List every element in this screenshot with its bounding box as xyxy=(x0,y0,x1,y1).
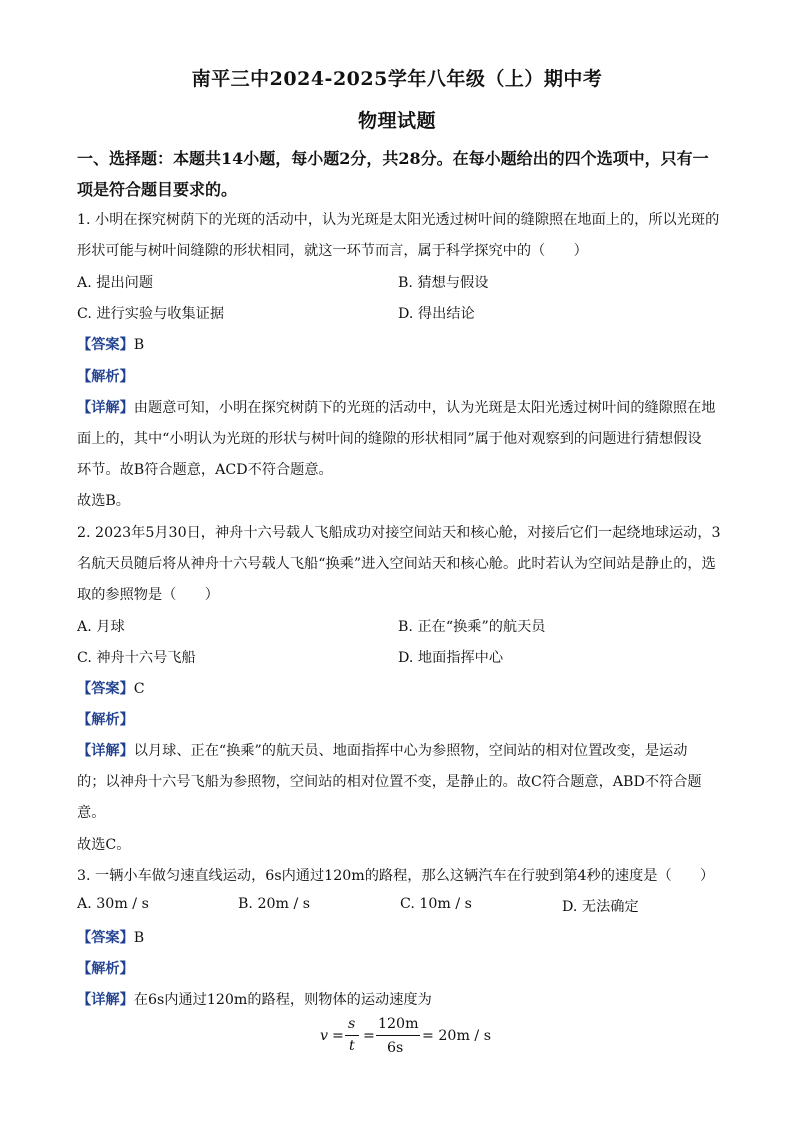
option-c: C. 10m / s xyxy=(400,896,472,912)
section-heading-line1: 一、选择题：本题共14小题，每小题2分，共28分。在每小题给出的四个选项中，只有一 xyxy=(77,149,709,168)
answer-tag: 【答案】 xyxy=(77,337,134,353)
formula-v: v xyxy=(320,1028,329,1044)
answer-tag: 【答案】 xyxy=(77,930,134,946)
detail-line: 【详解】以月球、正在“换乘”的航天员、地面指挥中心为参照物，空间站的相对位置改变，是运动 xyxy=(77,743,688,759)
formula-numerator-value: 120m xyxy=(378,1016,419,1032)
answer-value: B xyxy=(133,337,145,353)
detail-tag: 【详解】 xyxy=(77,400,134,416)
option-a: A. 30m / s xyxy=(77,896,149,912)
detail-line: 【详解】由题意可知，小明在探究树荫下的光斑的活动中，认为光斑是太阳光透过树叶间的缝隙照在地 xyxy=(77,400,716,416)
option-a: A. 提出问题 xyxy=(77,275,154,291)
analysis-tag: 【解析】 xyxy=(77,369,134,385)
option-b: B. 猜想与假设 xyxy=(398,275,489,291)
answer-value: B xyxy=(133,930,145,946)
answer-tag: 【答案】 xyxy=(77,681,134,697)
answer-value: C xyxy=(133,681,145,697)
formula-result: = 20m / s xyxy=(422,1028,491,1044)
question-stem-line: 3. 一辆小车做匀速直线运动，6s内通过120m的路程，那么这辆汽车在行驶到第4秒的速度是（ ） xyxy=(77,868,715,884)
formula-equals: = xyxy=(332,1028,344,1044)
fraction-bar xyxy=(345,1035,359,1036)
question-stem-line: 名航天员随后将从神舟十六号载人飞船“换乘”进入空间站天和核心舱。此时若认为空间站是静止的，选 xyxy=(77,556,716,572)
speed-formula xyxy=(318,1016,491,1064)
option-d: D. 地面指挥中心 xyxy=(398,650,504,666)
question-stem-line: 1. 小明在探究树荫下的光斑的活动中，认为光斑是太阳光透过树叶间的缝隙照在地面上的，所以光斑的 xyxy=(77,212,720,228)
conclusion: 故选C。 xyxy=(77,837,131,853)
option-d: D. 无法确定 xyxy=(562,899,639,915)
detail-tag: 【详解】 xyxy=(77,992,134,1008)
question-stem-line: 形状可能与树叶间缝隙的形状相同，就这一环节而言，属于科学探究中的（ ） xyxy=(77,243,588,259)
option-d: D. 得出结论 xyxy=(398,306,475,322)
answer-line xyxy=(77,678,145,698)
conclusion: 故选B。 xyxy=(77,493,130,509)
analysis-tag: 【解析】 xyxy=(77,712,134,728)
formula-denominator-t: t xyxy=(349,1038,355,1054)
detail-line: 面上的，其中“小明认为光斑的形状与树叶间的缝隙的形状相同”属于他对观察到的问题进行猜想假设 xyxy=(77,431,702,447)
page-subtitle: 物理试题 xyxy=(357,110,436,132)
formula-denominator-value: 6s xyxy=(387,1040,404,1056)
question-stem-line: 取的参照物是（ ） xyxy=(77,587,219,603)
question-stem-line: 2. 2023年5月30日，神舟十六号载人飞船成功对接空间站天和核心舱，对接后它们一起绕地球运动，3 xyxy=(77,525,721,541)
answer-line xyxy=(77,927,144,947)
detail-line: 的；以神舟十六号飞船为参照物，空间站的相对位置不变，是静止的。故C符合题意，ABD不符合题 xyxy=(77,774,702,790)
option-c: C. 神舟十六号飞船 xyxy=(77,650,196,666)
answer-line xyxy=(77,334,144,354)
page-title: 南平三中2024-2025学年八年级（上）期中考 xyxy=(191,68,603,90)
formula-numerator-s: s xyxy=(348,1016,356,1032)
detail-line: 环节。故B符合题意，ACD不符合题意。 xyxy=(77,462,333,478)
option-b: B. 20m / s xyxy=(238,896,311,912)
analysis-tag: 【解析】 xyxy=(77,961,134,977)
detail-tag: 【详解】 xyxy=(77,743,134,759)
section-heading-line2: 项是符合题目要求的。 xyxy=(77,180,238,199)
option-a: A. 月球 xyxy=(77,619,125,635)
formula-equals: = xyxy=(363,1028,375,1044)
detail-line: 意。 xyxy=(77,805,106,821)
detail-line: 【详解】在6s内通过120m的路程，则物体的运动速度为 xyxy=(77,992,432,1008)
option-b: B. 正在“换乘”的航天员 xyxy=(398,619,546,635)
fraction-bar xyxy=(376,1035,420,1036)
option-c: C. 进行实验与收集证据 xyxy=(77,306,225,322)
